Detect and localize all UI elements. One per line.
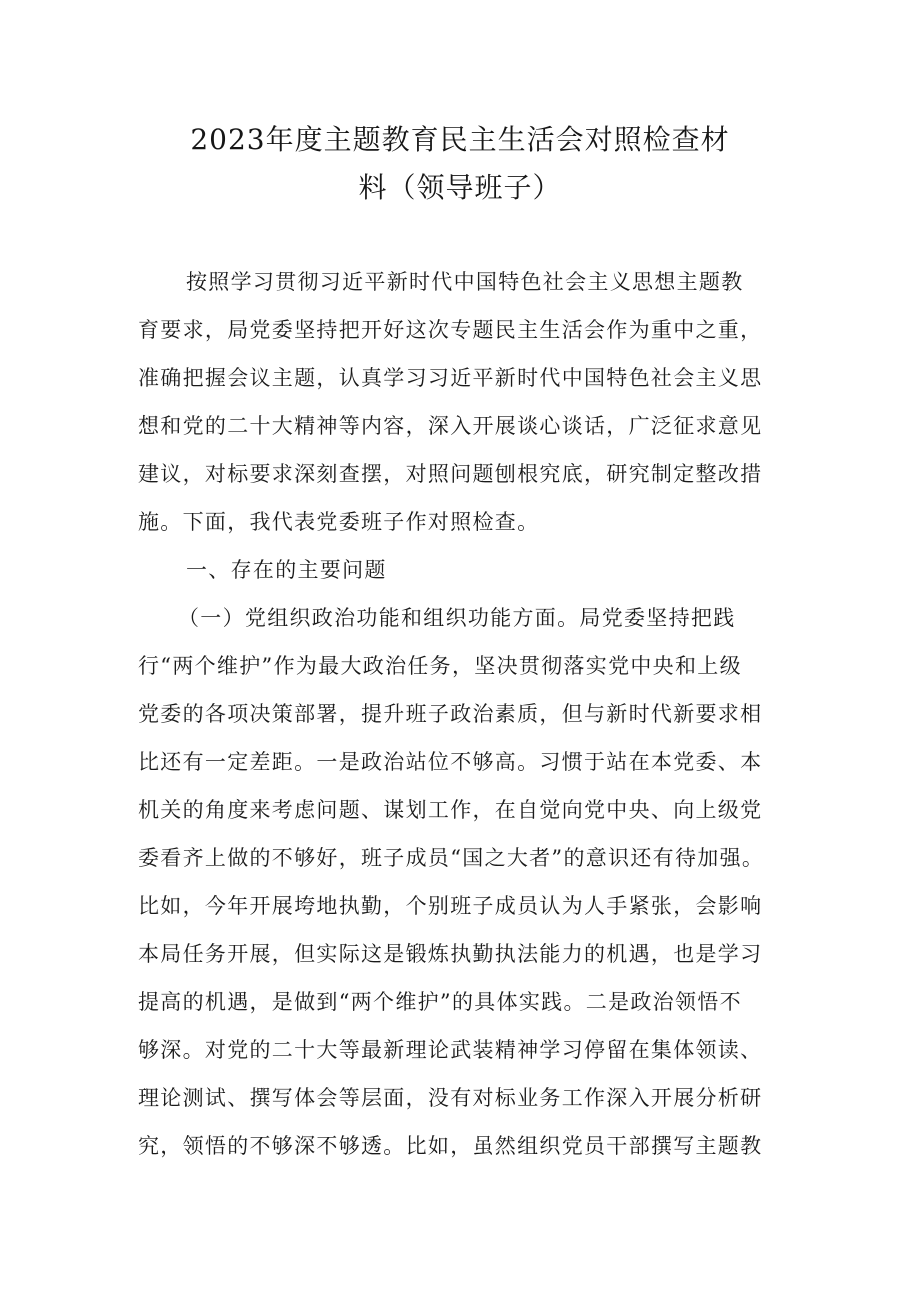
paragraph-line: 行“两个维护”作为最大政治任务，坚决贯彻落实党中央和上级 bbox=[138, 654, 742, 678]
paragraph-line: 准确把握会议主题，认真学习习近平新时代中国特色社会主义思 bbox=[138, 366, 763, 390]
paragraph-line: 够深。对党的二十大等最新理论武装精神学习停留在集体领读、 bbox=[138, 1038, 763, 1062]
paragraph-line: 委看齐上做的不够好，班子成员“国之大者”的意识还有待加强。 bbox=[138, 846, 765, 870]
section-heading: 一、存在的主要问题 bbox=[186, 558, 387, 582]
paragraph-line: （一）党组织政治功能和组织功能方面。局党委坚持把践 bbox=[178, 606, 736, 630]
paragraph-line: 建议，对标要求深刻查摆，对照问题刨根究底，研究制定整改措 bbox=[138, 462, 763, 486]
paragraph-line: 理论测试、撰写体会等层面，没有对标业务工作深入开展分析研 bbox=[138, 1086, 763, 1110]
paragraph-line: 党委的各项决策部署，提升班子政治素质，但与新时代新要求相 bbox=[138, 702, 763, 726]
paragraph-line: 比如，今年开展垮地执勤，个别班子成员认为人手紧张，会影响 bbox=[138, 894, 763, 918]
paragraph-line: 比还有一定差距。一是政治站位不够高。习惯于站在本党委、本 bbox=[138, 750, 763, 774]
document-title-line-1: 2023年度主题教育民主生活会对照检查材 bbox=[190, 123, 730, 156]
document-title-line-2: 料（领导班子） bbox=[358, 171, 562, 204]
paragraph-line: 育要求，局党委坚持把开好这次专题民主生活会作为重中之重， bbox=[138, 318, 763, 342]
paragraph-line: 机关的角度来考虑问题、谋划工作，在自觉向党中央、向上级党 bbox=[138, 798, 763, 822]
paragraph-line: 想和党的二十大精神等内容，深入开展谈心谈话，广泛征求意见 bbox=[138, 414, 763, 438]
paragraph-line: 施。下面，我代表党委班子作对照检查。 bbox=[138, 510, 540, 534]
paragraph-line: 提高的机遇，是做到“两个维护”的具体实践。二是政治领悟不 bbox=[138, 990, 742, 1014]
paragraph-line: 本局任务开展，但实际这是锻炼执勤执法能力的机遇，也是学习 bbox=[138, 942, 763, 966]
paragraph-line: 按照学习贯彻习近平新时代中国特色社会主义思想主题教 bbox=[186, 270, 744, 294]
paragraph-line: 究，领悟的不够深不够透。比如，虽然组织党员干部撰写主题教 bbox=[138, 1134, 763, 1158]
